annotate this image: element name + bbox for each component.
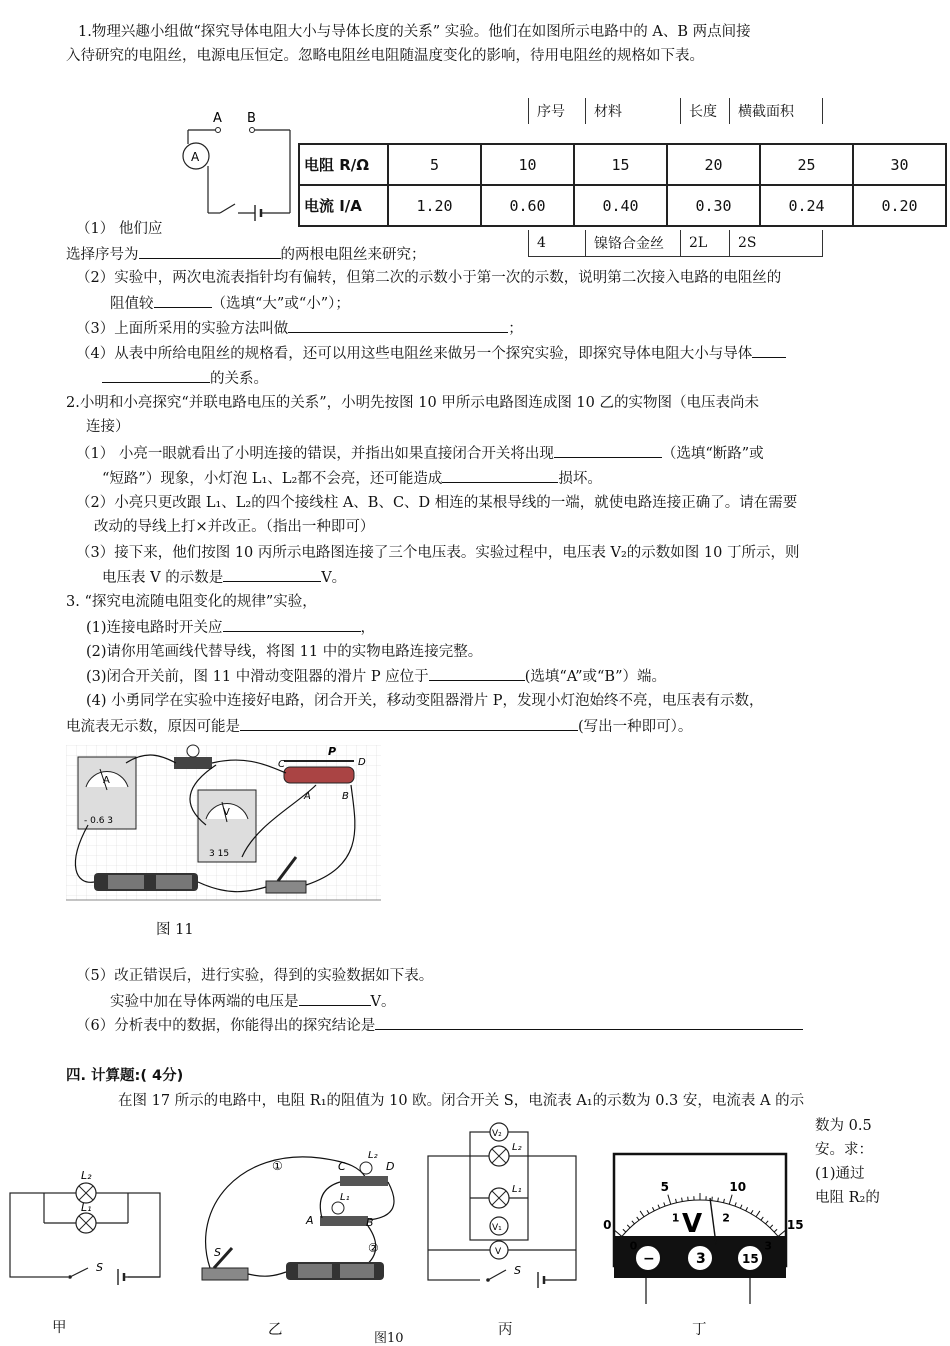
bing-v1-label: V₁ — [492, 1223, 502, 1233]
dial-bottom-scale-label: 1 — [672, 1212, 680, 1225]
q1-part2-line1: （2）实验中，两次电流表指针均有偏转，但第二次的示数小于第一次的示数，说明第二次接入电路的电阻丝的 — [76, 268, 781, 288]
q3-part2-line: (2)请你用笔画线代替导线，将图 11 中的实物电路连接完整。 — [86, 642, 482, 662]
answer-blank[interactable] — [223, 617, 361, 632]
dial-top-scale-label: 15 — [787, 1218, 804, 1232]
current-row-label: 电流 I/A — [299, 185, 388, 226]
resistance-current-table — [298, 143, 947, 227]
bing-l1-label: L₁ — [512, 1184, 522, 1195]
yi-c-label: C — [338, 1160, 346, 1173]
terminal-3-label: 3 — [696, 1251, 706, 1267]
bing-v-label: V — [495, 1247, 502, 1257]
figure-10-yi-caption: 乙 — [268, 1318, 283, 1339]
figure-11-caption: 图 11 — [156, 918, 194, 939]
table-cell: 25 — [760, 144, 853, 185]
material-table-header — [528, 98, 823, 124]
q2-part3-text-post: V。 — [321, 570, 346, 586]
yi-wire-2-label: ② — [368, 1241, 379, 1255]
terminal-15-label: 15 — [742, 1252, 759, 1266]
material-table-row4 — [528, 230, 823, 257]
table-row — [299, 144, 946, 185]
table-cell: 30 — [853, 144, 946, 185]
ammeter-symbol: A — [103, 775, 110, 786]
q3-part6-text: （6）分析表中的数据，你能得出的探究结论是 — [76, 1018, 375, 1034]
q3-part1-text-post: ， — [361, 620, 376, 636]
jia-l2-label: L₂ — [81, 1169, 92, 1182]
rheostat-c-label: C — [278, 759, 285, 770]
q1-part1-text: 选择序号为 — [66, 247, 139, 263]
q3-part1-line — [86, 617, 375, 638]
q1-part3-line — [76, 318, 523, 339]
figure-11-photo — [66, 745, 381, 905]
table-cell: 2L — [681, 230, 730, 257]
q3-part6-line — [76, 1015, 803, 1036]
table-cell: 0.20 — [853, 185, 946, 226]
q1-circuit-diagram — [180, 108, 305, 223]
dial-top-scale-label: 5 — [661, 1180, 669, 1194]
table-cell: 2S — [730, 230, 823, 257]
q1-part3-text-post: ； — [508, 321, 523, 337]
table-row — [299, 185, 946, 226]
q4-side-line: (1)通过 — [815, 1164, 865, 1184]
rheostat-p-label: P — [328, 745, 336, 758]
figure-10-caption: 图10 — [374, 1327, 404, 1346]
figure-10-yi-photo — [190, 1148, 410, 1288]
point-b-label: B — [247, 111, 256, 126]
jia-s-label: S — [96, 1261, 103, 1274]
ding-unit-label: V — [682, 1209, 702, 1239]
mat-col-length: 长度 — [681, 98, 730, 124]
q3-part4-text: 电流表无示数，原因可能是 — [66, 719, 240, 735]
q3-part5-line1: （5）改正错误后，进行实验，得到的实验数据如下表。 — [76, 966, 433, 986]
answer-blank[interactable] — [442, 468, 558, 483]
yi-a-label: A — [305, 1214, 314, 1227]
yi-wire-1-label: ① — [272, 1159, 283, 1173]
table-cell: 20 — [667, 144, 760, 185]
table-cell: 5 — [388, 144, 481, 185]
q2-part3-text: 电压表 V 的示数是 — [102, 570, 223, 586]
table-cell: 镍铬合金丝 — [586, 230, 681, 257]
figure-10-jia-caption: 甲 — [52, 1316, 67, 1337]
q2-part3-line2 — [102, 567, 346, 588]
q4-side-line: 电阻 R₂的 — [815, 1188, 880, 1208]
figure-10-jia-circuit — [8, 1165, 168, 1285]
q1-part1-text-post: 的两根电阻丝来研究； — [281, 247, 426, 263]
answer-blank[interactable] — [554, 443, 662, 458]
q1-part4-line1 — [76, 343, 786, 364]
jia-l1-label: L₁ — [81, 1201, 92, 1214]
q3-part1-text: (1)连接电路时开关应 — [86, 620, 223, 636]
table-cell: 0.24 — [760, 185, 853, 226]
section-4-heading: 四. 计算题:( 4分) — [66, 1066, 183, 1086]
yi-b-label: B — [366, 1216, 374, 1229]
yi-d-label: D — [386, 1160, 394, 1173]
figure-10-bing-caption: 丙 — [498, 1318, 513, 1339]
answer-blank[interactable] — [102, 368, 210, 383]
q2-part1b-text: “短路”）现象，小灯泡 L₁、L₂都不会亮，还可能造成 — [102, 471, 442, 487]
answer-blank[interactable] — [139, 244, 281, 259]
answer-blank[interactable] — [154, 293, 212, 308]
voltmeter-symbol: V — [223, 807, 230, 818]
dial-top-scale-label: 0 — [603, 1218, 611, 1232]
rheostat-d-label: D — [358, 757, 366, 768]
answer-blank[interactable] — [288, 318, 508, 333]
table-cell: 0.60 — [481, 185, 574, 226]
q3-part4-text-post: (写出一种即可）。 — [578, 719, 692, 735]
q1-part2-text: 阻值较 — [110, 296, 154, 312]
answer-blank[interactable] — [299, 991, 371, 1006]
q2-intro-line1: 2.小明和小亮探究“并联电路电压的关系”，小明先按图 10 甲所示电路图连成图 10 乙的实物图（电压表尚未 — [66, 393, 759, 413]
q1-part2-line2 — [110, 293, 350, 314]
answer-blank[interactable] — [429, 666, 525, 681]
q3-part4-line1: (4) 小勇同学在实验中连接好电路，闭合开关，移动变阻器滑片 P，发现小灯泡始终不亮，电压表有示数， — [86, 691, 764, 711]
mat-col-no: 序号 — [529, 98, 586, 124]
dial-bottom-scale-label: 0 — [630, 1239, 638, 1252]
q1-intro-line1: 1.物理兴趣小组做“探究导体电阻大小与导体长度的关系” 实验。他们在如图所示电路中的 A、B 两点间接 — [78, 22, 751, 42]
q2-part1-text-post: （选填“断路”或 — [662, 446, 764, 462]
answer-blank[interactable] — [375, 1015, 803, 1030]
q3-part5-line2 — [110, 991, 395, 1012]
table-cell: 4 — [529, 230, 586, 257]
table-cell: 15 — [574, 144, 667, 185]
bing-l2-label: L₂ — [512, 1142, 522, 1153]
q1-part1-line2 — [66, 244, 426, 265]
bing-v2-label: V₂ — [492, 1129, 502, 1139]
q3-part4-line2 — [66, 716, 692, 737]
voltmeter-terminals: 3 15 — [209, 849, 229, 859]
q2-part1-line1 — [76, 443, 764, 464]
ammeter-terminals: - 0.6 3 — [84, 816, 113, 826]
answer-blank[interactable] — [223, 567, 321, 582]
point-a-label: A — [213, 111, 222, 126]
table-cell: 1.20 — [388, 185, 481, 226]
q2-part2-line2: 改动的导线上打×并改正。（指出一种即可） — [94, 517, 374, 537]
answer-blank[interactable] — [752, 343, 786, 358]
q3-intro: 3. “探究电流随电阻变化的规律”实验， — [66, 592, 317, 612]
q2-part2-line1: （2）小亮只更改跟 L₁、L₂的四个接线柱 A、B、C、D 相连的某根导线的一端，就使电路连接正确了。请在需要 — [76, 493, 797, 513]
q3-part5-text: 实验中加在导体两端的电压是 — [110, 994, 299, 1010]
q4-side-line: 数为 0.5 — [815, 1116, 872, 1136]
rheostat-a-label: A — [303, 791, 311, 802]
answer-blank[interactable] — [240, 716, 578, 731]
q3-part3-text: (3)闭合开关前，图 11 中滑动变阻器的滑片 P 应位于 — [86, 669, 429, 685]
q1-part4-text-post: 的关系。 — [210, 371, 268, 387]
ammeter-label: A — [191, 150, 200, 164]
yi-l1-label: L₁ — [340, 1192, 350, 1203]
table-cell: 10 — [481, 144, 574, 185]
q2-part1b-text-post: 损坏。 — [558, 471, 602, 487]
q3-part3-text-post: (选填“A”或“B”）端。 — [525, 669, 666, 685]
dial-tick — [682, 1198, 683, 1202]
dial-bottom-scale-label: 2 — [722, 1212, 730, 1225]
yi-s-label: S — [214, 1246, 221, 1259]
resistance-row-label: 电阻 R/Ω — [299, 144, 388, 185]
mat-col-area: 横截面积 — [730, 98, 823, 124]
q1-part3-text: （3）上面所采用的实验方法叫做 — [76, 321, 288, 337]
q1-part1-line1: （1） 他们应 — [76, 219, 162, 239]
q2-part1-text: （1） 小亮一眼就看出了小明连接的错误，并指出如果直接闭合开关将出现 — [76, 446, 554, 462]
figure-10-bing-circuit — [420, 1118, 580, 1288]
yi-l2-label: L₂ — [368, 1150, 378, 1161]
rheostat-b-label: B — [342, 791, 349, 802]
table-cell: 0.30 — [667, 185, 760, 226]
figure-10-ding-voltmeter — [612, 1152, 788, 1304]
dial-bottom-scale-label: 3 — [764, 1239, 772, 1252]
table-cell: 0.40 — [574, 185, 667, 226]
q1-part4-text: （4）从表中所给电阻丝的规格看，还可以用这些电阻丝来做另一个探究实验，即探究导体电阻大小与导体 — [76, 346, 752, 362]
q4-text-line1: 在图 17 所示的电路中，电阻 R₁的阻值为 10 欧。闭合开关 S，电流表 A₁的示数为 0.3 安，电流表 A 的示 — [118, 1091, 804, 1111]
q2-part3-line1: （3）接下来，他们按图 10 丙所示电路图连接了三个电压表。实验过程中，电压表 V₂的示数如图 10 丁所示，则 — [76, 543, 799, 563]
mat-col-material: 材料 — [586, 98, 681, 124]
terminal-minus-label: − — [643, 1251, 655, 1267]
q2-part1-line2 — [102, 468, 602, 489]
q2-intro-line2: 连接） — [86, 417, 130, 437]
bing-s-label: S — [514, 1264, 521, 1277]
dial-top-scale-label: 10 — [729, 1180, 746, 1194]
q4-side-line: 安。求： — [815, 1140, 873, 1160]
q3-part3-line — [86, 666, 666, 687]
q1-part4-line2 — [102, 368, 268, 389]
q1-intro-line2: 入待研究的电阻丝，电源电压恒定。忽略电阻丝电阻随温度变化的影响，待用电阻丝的规格如下表。 — [66, 46, 704, 66]
figure-10-ding-caption: 丁 — [692, 1318, 707, 1339]
dial-tick — [718, 1198, 719, 1202]
q1-part2-text-post: （选填“大”或“小”）； — [212, 296, 350, 312]
q3-part5-text-post: V。 — [371, 994, 396, 1010]
